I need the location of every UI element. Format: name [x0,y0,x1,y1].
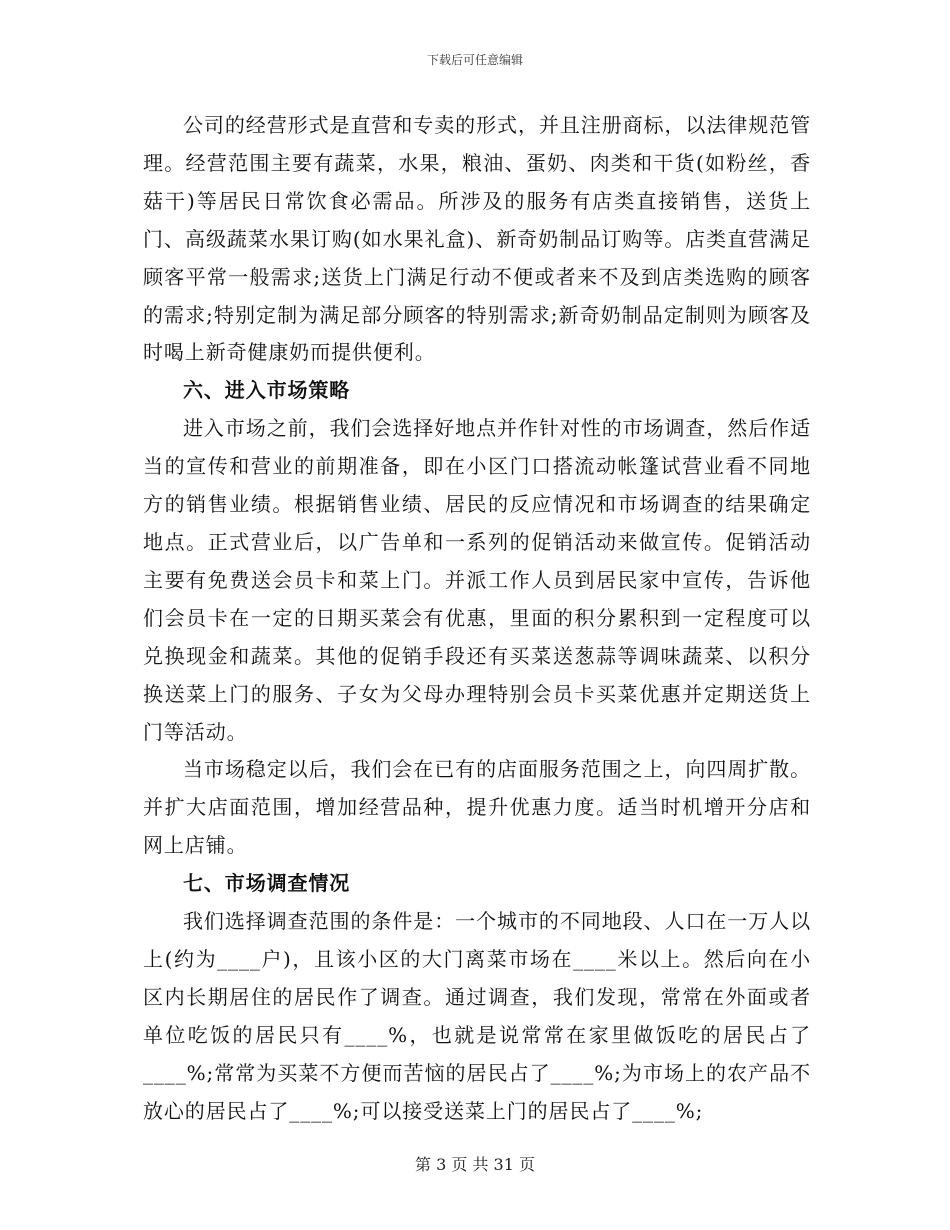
paragraph-business-scope: 公司的经营形式是直营和专卖的形式，并且注册商标，以法律规范管理。经营范围主要有蔬菜，水果，粮油、蛋奶、肉类和干货(如粉丝，香菇干)等居民日常饮食必需品。所涉及的服务有店类直接销售，送货上门、高级蔬菜水果订购(如水果礼盒)、新奇奶制品订购等。店类直营满足顾客平常一般需求;送货上门满足行动不便或者来不及到店类选购的顾客的需求;特别定制为满足部分顾客的特别需求;新奇奶制品定制则为顾客及时喝上新奇健康奶而提供便利。 [143,113,811,365]
section-heading-market-survey: 七、市场调查情况 [183,871,351,896]
page-number: 第 3 页 共 31 页 [415,1155,535,1174]
page-header-note: 下载后可任意编辑 [426,53,523,67]
paragraph-market-survey: 我们选择调查范围的条件是：一个城市的不同地段、人口在一万人以上(约为____户)，且该小区的大门离菜市场在____米以上。然后向在小区内长期居住的居民作了调查。通过调查，我们发现，常常在外面或者单位吃饭的居民只有____%，也就是说常常在家里做饭吃的居民占了____%;常常为买菜不方便而苦恼的居民占了____%;为市场上的农产品不放心的居民占了____%;可以接受送菜上门的居民占了____%; [143,909,811,1123]
section-heading-market-entry: 六、进入市场策略 [183,378,351,403]
paragraph-expansion: 当市场稳定以后，我们会在已有的店面服务范围之上，向四周扩散。并扩大店面范围，增加经营品种，提升优惠力度。适当时机增开分店和网上店铺。 [143,757,811,858]
paragraph-market-entry: 进入市场之前，我们会选择好地点并作针对性的市场调查，然后作适当的宣传和营业的前期准备，即在小区门口搭流动帐篷试营业看不同地方的销售业绩。根据销售业绩、居民的反应情况和市场调查的结果确定地点。正式营业后，以广告单和一系列的促销活动来做宣传。促销活动主要有免费送会员卡和菜上门。并派工作人员到居民家中宣传，告诉他们会员卡在一定的日期买菜会有优惠，里面的积分累积到一定程度可以兑换现金和蔬菜。其他的促销手段还有买菜送葱蒜等调味蔬菜、以积分换送菜上门的服务、子女为父母办理特别会员卡买菜优惠并定期送货上门等活动。 [143,416,811,744]
document-body [143,107,811,1130]
